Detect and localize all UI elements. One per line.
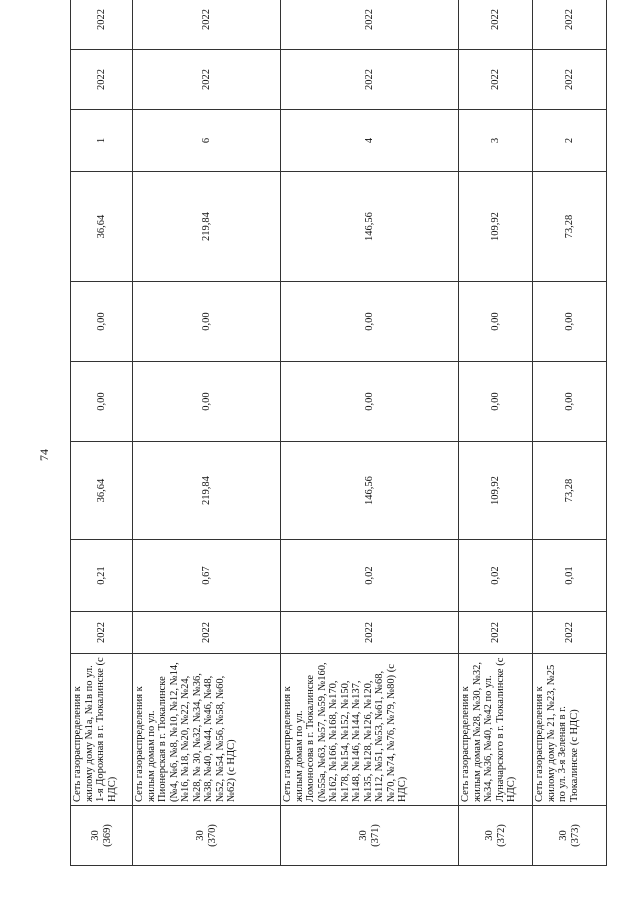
value-cell: 0,21: [71, 540, 133, 612]
value-cell: 2022: [71, 50, 133, 110]
value-cell: 219,84: [133, 442, 281, 540]
object-name-cell: Сеть газораспределения к жилым домам №28, №30, №32, №34, №36, №40, №42 по ул. Луначарского в г. Тюкалинске (с НДС): [459, 654, 533, 806]
value-cell: 0,00: [533, 282, 607, 362]
row-id-cell: 30 (370): [133, 806, 281, 866]
table-row: [459, 0, 533, 866]
value-cell: 0,00: [71, 362, 133, 442]
rotated-table-container: [70, 9, 606, 866]
table-row: [281, 0, 459, 866]
object-name-cell: Сеть газораспределения к жилым домам по ул. Пионерская в г. Тюкалинске (№4, №6, №8, №10, №12, №14, №16, №18, №20, №22, №24, №28, № 30, №32, №34, №36, №38, №40, №44, №46, №48, №52, №54, №56, №58, №60, №62) (с НДС): [133, 654, 281, 806]
value-cell: 0,00: [533, 362, 607, 442]
value-cell: 109,92: [459, 172, 533, 282]
value-cell: 2022: [533, 612, 607, 654]
value-cell: 36,64: [71, 172, 133, 282]
value-cell: 2022: [281, 50, 459, 110]
value-cell: 3: [459, 110, 533, 172]
data-table: [70, 0, 607, 866]
value-cell: 2022: [459, 0, 533, 50]
value-cell: 2022: [281, 0, 459, 50]
page-number: 74: [37, 449, 51, 461]
value-cell: 2022: [459, 50, 533, 110]
value-cell: 2022: [71, 0, 133, 50]
value-cell: 0,02: [281, 540, 459, 612]
table-row: [533, 0, 607, 866]
value-cell: 0,00: [281, 282, 459, 362]
value-cell: 2022: [459, 612, 533, 654]
value-cell: 146,56: [281, 442, 459, 540]
value-cell: 36,64: [71, 442, 133, 540]
value-cell: 73,28: [533, 442, 607, 540]
value-cell: 2022: [533, 0, 607, 50]
row-id-cell: 30 (372): [459, 806, 533, 866]
value-cell: 2022: [133, 612, 281, 654]
value-cell: 0,00: [459, 362, 533, 442]
value-cell: 2022: [533, 50, 607, 110]
row-id-cell: 30 (369): [71, 806, 133, 866]
table-row: [71, 0, 133, 866]
value-cell: 0,02: [459, 540, 533, 612]
value-cell: 4: [281, 110, 459, 172]
value-cell: 2022: [133, 0, 281, 50]
value-cell: 2022: [133, 50, 281, 110]
value-cell: 0,00: [71, 282, 133, 362]
value-cell: 0,00: [459, 282, 533, 362]
value-cell: 2022: [281, 612, 459, 654]
value-cell: 0,01: [533, 540, 607, 612]
object-name-cell: Сеть газораспределения к жилому дому №1а, №1в по ул. 1-я Дорожная в г. Тюкалинске (с НДС): [71, 654, 133, 806]
value-cell: 146,56: [281, 172, 459, 282]
value-cell: 2: [533, 110, 607, 172]
value-cell: 0,67: [133, 540, 281, 612]
value-cell: 0,00: [133, 282, 281, 362]
value-cell: 6: [133, 110, 281, 172]
value-cell: 219,84: [133, 172, 281, 282]
row-id-cell: 30 (371): [281, 806, 459, 866]
value-cell: 2022: [71, 612, 133, 654]
value-cell: 1: [71, 110, 133, 172]
table-row: [133, 0, 281, 866]
value-cell: 73,28: [533, 172, 607, 282]
value-cell: 109,92: [459, 442, 533, 540]
object-name-cell: Сеть газораспределения к жилым домам по ул. Ломоносова в г. Тюкалинске (№55а, №63, №57, №59, №160, №162, №166, №168, №170, №178, №154, №152, №150, №148, №146, №144, №137, №135, №128, №126, №120, №112, №51, №53, №61, №68, №70, №74, №76, №79, №80) (с НДС): [281, 654, 459, 806]
value-cell: 0,00: [133, 362, 281, 442]
row-id-cell: 30 (373): [533, 806, 607, 866]
value-cell: 0,00: [281, 362, 459, 442]
object-name-cell: Сеть газораспределения к жилому дому № 21, №23, №25 по ул. 3-я Зеленая в г. Тюкалинске (с НДС): [533, 654, 607, 806]
